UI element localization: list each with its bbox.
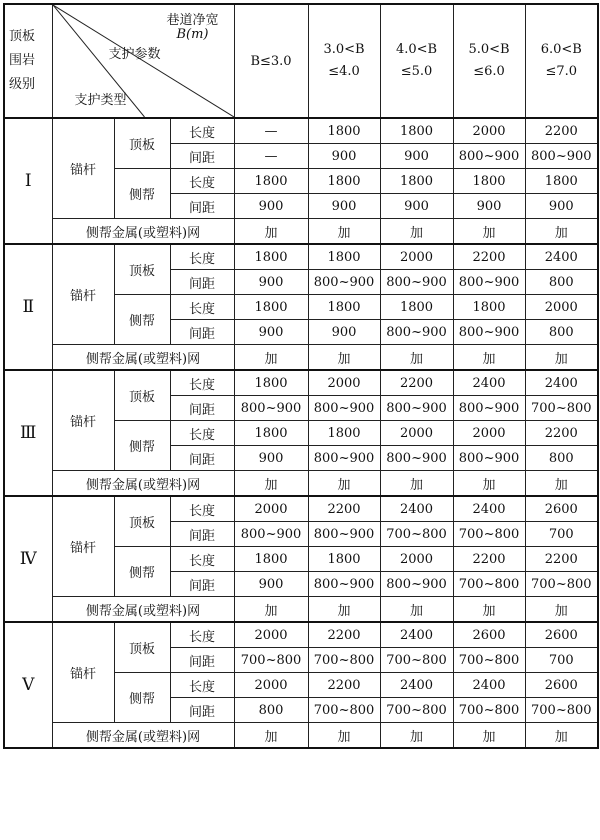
value-cell: 700 xyxy=(525,522,598,547)
value-cell: 800~900 xyxy=(380,396,453,421)
value-cell: 2200 xyxy=(525,421,598,446)
spacing-label-cell: 间距 xyxy=(170,320,234,345)
value-cell: 700~800 xyxy=(525,572,598,597)
value-cell: 900 xyxy=(308,320,380,345)
rock-level-cell: Ⅲ xyxy=(4,370,52,496)
rock-level-cell: Ⅴ xyxy=(4,622,52,748)
support-parameter-table-container xyxy=(3,3,597,837)
mesh-value-cell: 加 xyxy=(234,219,308,245)
value-cell: 900 xyxy=(380,194,453,219)
table-row xyxy=(4,723,598,749)
value-cell: 800~900 xyxy=(234,522,308,547)
value-cell: 700~800 xyxy=(453,522,525,547)
value-cell: 1800 xyxy=(234,169,308,194)
value-cell: 700~800 xyxy=(453,648,525,673)
side-label-cell: 侧帮 xyxy=(114,547,170,597)
value-cell: 800~900 xyxy=(525,144,598,169)
mesh-value-cell: 加 xyxy=(380,219,453,245)
value-cell: 900 xyxy=(234,320,308,345)
value-cell: 800~900 xyxy=(380,446,453,471)
value-cell: 900 xyxy=(308,194,380,219)
mesh-value-cell: 加 xyxy=(380,597,453,623)
value-cell: 2400 xyxy=(453,496,525,522)
value-cell: 800~900 xyxy=(453,396,525,421)
value-cell: 800~900 xyxy=(453,270,525,295)
value-cell: 800~900 xyxy=(453,144,525,169)
spacing-label-cell: 间距 xyxy=(170,698,234,723)
value-cell: 2000 xyxy=(234,622,308,648)
mesh-value-cell: 加 xyxy=(380,345,453,371)
value-cell: 1800 xyxy=(234,370,308,396)
value-cell: 2400 xyxy=(453,370,525,396)
value-cell: — xyxy=(234,144,308,169)
value-cell: 2000 xyxy=(380,421,453,446)
value-cell: 900 xyxy=(453,194,525,219)
value-cell: 800 xyxy=(234,698,308,723)
mesh-value-cell: 加 xyxy=(453,345,525,371)
value-cell: 900 xyxy=(234,446,308,471)
value-cell: 700~800 xyxy=(525,698,598,723)
rock-level-header xyxy=(4,4,52,118)
value-cell: 900 xyxy=(380,144,453,169)
length-label-cell: 长度 xyxy=(170,421,234,446)
value-cell: 2600 xyxy=(525,673,598,698)
value-cell: — xyxy=(234,118,308,144)
diagonal-header-cell xyxy=(52,4,234,118)
mesh-value-cell: 加 xyxy=(453,219,525,245)
value-cell: 800~900 xyxy=(380,320,453,345)
value-cell: 800 xyxy=(525,320,598,345)
value-cell: 800~900 xyxy=(453,446,525,471)
value-cell: 900 xyxy=(525,194,598,219)
mesh-value-cell: 加 xyxy=(525,345,598,371)
mesh-value-cell: 加 xyxy=(234,471,308,497)
roof-label-cell: 顶板 xyxy=(114,244,170,295)
value-cell: 1800 xyxy=(234,421,308,446)
value-cell: 800~900 xyxy=(308,446,380,471)
roof-label-cell: 顶板 xyxy=(114,622,170,673)
value-cell: 2400 xyxy=(380,622,453,648)
spacing-label-cell: 间距 xyxy=(170,270,234,295)
value-cell: 700 xyxy=(525,648,598,673)
value-cell: 700~800 xyxy=(525,396,598,421)
value-cell: 900 xyxy=(234,572,308,597)
value-cell: 1800 xyxy=(308,244,380,270)
table-row xyxy=(4,622,598,648)
value-cell: 2400 xyxy=(453,673,525,698)
mesh-value-cell: 加 xyxy=(234,723,308,749)
mesh-value-cell: 加 xyxy=(380,471,453,497)
bolt-label-cell: 锚杆 xyxy=(52,622,114,723)
value-cell: 2000 xyxy=(234,496,308,522)
rock-level-cell: Ⅱ xyxy=(4,244,52,370)
value-cell: 1800 xyxy=(525,169,598,194)
value-cell: 1800 xyxy=(234,547,308,572)
value-cell: 2400 xyxy=(380,496,453,522)
width-range-2: 3.0<B ≤4.0 xyxy=(308,4,380,118)
rock-level-cell: Ⅰ xyxy=(4,118,52,244)
mesh-value-cell: 加 xyxy=(308,345,380,371)
width-range-3: 4.0<B ≤5.0 xyxy=(380,4,453,118)
support-params-label: 支护参数 xyxy=(108,47,161,62)
value-cell: 2200 xyxy=(308,496,380,522)
bolt-label-cell: 锚杆 xyxy=(52,118,114,219)
table-row xyxy=(4,244,598,270)
value-cell: 800 xyxy=(525,270,598,295)
mesh-value-cell: 加 xyxy=(453,597,525,623)
header-row xyxy=(4,4,598,118)
length-label-cell: 长度 xyxy=(170,118,234,144)
value-cell: 700~800 xyxy=(308,648,380,673)
mesh-value-cell: 加 xyxy=(308,723,380,749)
length-label-cell: 长度 xyxy=(170,295,234,320)
mesh-value-cell: 加 xyxy=(525,597,598,623)
value-cell: 800~900 xyxy=(308,522,380,547)
value-cell: 1800 xyxy=(308,547,380,572)
table-row xyxy=(4,496,598,522)
mesh-label-cell: 侧帮金属(或塑料)网 xyxy=(52,471,234,497)
value-cell: 2200 xyxy=(525,547,598,572)
value-cell: 900 xyxy=(234,270,308,295)
mesh-label-cell: 侧帮金属(或塑料)网 xyxy=(52,723,234,749)
spacing-label-cell: 间距 xyxy=(170,194,234,219)
support-type-label: 支护类型 xyxy=(74,93,127,108)
value-cell: 700~800 xyxy=(308,698,380,723)
value-cell: 2000 xyxy=(525,295,598,320)
width-range-5: 6.0<B ≤7.0 xyxy=(525,4,598,118)
value-cell: 700~800 xyxy=(380,698,453,723)
mesh-value-cell: 加 xyxy=(234,345,308,371)
value-cell: 1800 xyxy=(234,244,308,270)
value-cell: 2200 xyxy=(453,547,525,572)
value-cell: 2200 xyxy=(308,673,380,698)
value-cell: 1800 xyxy=(453,169,525,194)
value-cell: 1800 xyxy=(308,295,380,320)
mesh-label-cell: 侧帮金属(或塑料)网 xyxy=(52,345,234,371)
side-label-cell: 侧帮 xyxy=(114,169,170,219)
table-row xyxy=(4,345,598,371)
mesh-value-cell: 加 xyxy=(453,723,525,749)
width-range-1: B≤3.0 xyxy=(234,4,308,118)
value-cell: 1800 xyxy=(380,169,453,194)
spacing-label-cell: 间距 xyxy=(170,522,234,547)
value-cell: 700~800 xyxy=(380,522,453,547)
rock-level-line-2: 围岩 xyxy=(9,53,36,68)
mesh-value-cell: 加 xyxy=(308,471,380,497)
value-cell: 2000 xyxy=(453,421,525,446)
value-cell: 800~900 xyxy=(308,396,380,421)
value-cell: 1800 xyxy=(308,421,380,446)
rock-level-line-3: 级别 xyxy=(9,77,36,92)
value-cell: 800~900 xyxy=(234,396,308,421)
spacing-label-cell: 间距 xyxy=(170,396,234,421)
mesh-value-cell: 加 xyxy=(525,471,598,497)
table-row xyxy=(4,471,598,497)
bolt-label-cell: 锚杆 xyxy=(52,244,114,345)
value-cell: 2200 xyxy=(380,370,453,396)
mesh-label-cell: 侧帮金属(或塑料)网 xyxy=(52,597,234,623)
value-cell: 1800 xyxy=(234,295,308,320)
mesh-value-cell: 加 xyxy=(525,723,598,749)
value-cell: 800~900 xyxy=(308,270,380,295)
value-cell: 2400 xyxy=(525,244,598,270)
width-range-4: 5.0<B ≤6.0 xyxy=(453,4,525,118)
value-cell: 700~800 xyxy=(234,648,308,673)
width-unit: B(m) xyxy=(176,27,209,42)
support-parameter-table xyxy=(3,3,599,749)
spacing-label-cell: 间距 xyxy=(170,648,234,673)
mesh-value-cell: 加 xyxy=(308,219,380,245)
mesh-value-cell: 加 xyxy=(234,597,308,623)
value-cell: 800 xyxy=(525,446,598,471)
value-cell: 1800 xyxy=(380,295,453,320)
mesh-value-cell: 加 xyxy=(453,471,525,497)
table-row xyxy=(4,219,598,245)
value-cell: 2600 xyxy=(525,496,598,522)
value-cell: 1800 xyxy=(453,295,525,320)
length-label-cell: 长度 xyxy=(170,244,234,270)
bolt-label-cell: 锚杆 xyxy=(52,496,114,597)
width-label: 巷道净宽 xyxy=(166,13,219,28)
spacing-label-cell: 间距 xyxy=(170,572,234,597)
length-label-cell: 长度 xyxy=(170,547,234,572)
value-cell: 2600 xyxy=(525,622,598,648)
side-label-cell: 侧帮 xyxy=(114,421,170,471)
value-cell: 2200 xyxy=(525,118,598,144)
spacing-label-cell: 间距 xyxy=(170,144,234,169)
length-label-cell: 长度 xyxy=(170,622,234,648)
value-cell: 700~800 xyxy=(453,698,525,723)
value-cell: 1800 xyxy=(308,169,380,194)
mesh-label-cell: 侧帮金属(或塑料)网 xyxy=(52,219,234,245)
side-label-cell: 侧帮 xyxy=(114,673,170,723)
value-cell: 2000 xyxy=(234,673,308,698)
value-cell: 900 xyxy=(308,144,380,169)
rock-level-line-1: 顶板 xyxy=(9,29,36,44)
mesh-value-cell: 加 xyxy=(308,597,380,623)
value-cell: 700~800 xyxy=(453,572,525,597)
value-cell: 2000 xyxy=(308,370,380,396)
value-cell: 2000 xyxy=(453,118,525,144)
mesh-value-cell: 加 xyxy=(525,219,598,245)
value-cell: 2000 xyxy=(380,244,453,270)
roof-label-cell: 顶板 xyxy=(114,496,170,547)
value-cell: 1800 xyxy=(380,118,453,144)
mesh-value-cell: 加 xyxy=(380,723,453,749)
value-cell: 800~900 xyxy=(380,270,453,295)
length-label-cell: 长度 xyxy=(170,370,234,396)
bolt-label-cell: 锚杆 xyxy=(52,370,114,471)
value-cell: 2400 xyxy=(525,370,598,396)
value-cell: 2200 xyxy=(308,622,380,648)
value-cell: 2400 xyxy=(380,673,453,698)
value-cell: 2600 xyxy=(453,622,525,648)
side-label-cell: 侧帮 xyxy=(114,295,170,345)
spacing-label-cell: 间距 xyxy=(170,446,234,471)
value-cell: 2000 xyxy=(380,547,453,572)
roof-label-cell: 顶板 xyxy=(114,370,170,421)
rock-level-cell: Ⅳ xyxy=(4,496,52,622)
table-row xyxy=(4,370,598,396)
table-row xyxy=(4,597,598,623)
value-cell: 2200 xyxy=(453,244,525,270)
table-row xyxy=(4,118,598,144)
roof-label-cell: 顶板 xyxy=(114,118,170,169)
value-cell: 800~900 xyxy=(453,320,525,345)
value-cell: 800~900 xyxy=(380,572,453,597)
length-label-cell: 长度 xyxy=(170,169,234,194)
value-cell: 900 xyxy=(234,194,308,219)
length-label-cell: 长度 xyxy=(170,673,234,698)
value-cell: 1800 xyxy=(308,118,380,144)
value-cell: 800~900 xyxy=(308,572,380,597)
value-cell: 700~800 xyxy=(380,648,453,673)
length-label-cell: 长度 xyxy=(170,496,234,522)
